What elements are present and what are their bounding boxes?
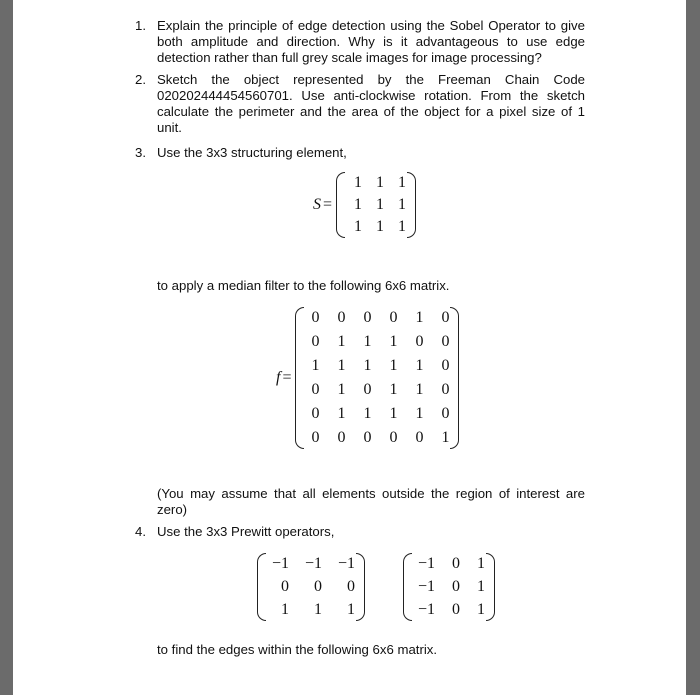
matrix-cell: 1 <box>398 218 407 235</box>
matrix-grid <box>257 553 365 621</box>
matrix-cell: 0 <box>452 601 460 618</box>
matrix-cell: 1 <box>398 196 407 213</box>
matrix-cell: 0 <box>452 578 460 595</box>
matrix-cell: 0 <box>389 309 398 326</box>
question-3 <box>135 145 585 161</box>
matrix-cell: 1 <box>354 196 363 213</box>
question-4 <box>135 524 585 540</box>
matrix-cell: 1 <box>337 357 346 374</box>
matrix-grid <box>403 553 495 621</box>
matrix-cell: 0 <box>347 578 355 595</box>
matrix-cell: 1 <box>415 405 424 422</box>
prewitt-gx-matrix <box>257 553 365 621</box>
matrix-cell: 0 <box>363 381 372 398</box>
matrix-cell: 1 <box>415 381 424 398</box>
matrix-cell: 1 <box>363 357 372 374</box>
matrix-cell: 1 <box>376 196 385 213</box>
matrix-cell: 0 <box>337 429 346 446</box>
matrix-cell: 0 <box>311 405 320 422</box>
structuring-element-matrix <box>313 172 416 238</box>
matrix-cell: 1 <box>477 578 485 595</box>
matrix-cell: 1 <box>376 174 385 191</box>
matrix-cell: 0 <box>415 333 424 350</box>
matrix-label: S <box>313 196 321 213</box>
matrix-cell: 0 <box>311 429 320 446</box>
matrix-cell: 1 <box>389 333 398 350</box>
matrix-cell: −1 <box>271 555 289 572</box>
question-number: 3. <box>135 145 146 160</box>
matrix-cell: 1 <box>363 333 372 350</box>
matrix-cell: 1 <box>314 601 322 618</box>
matrix-cell: 0 <box>311 309 320 326</box>
left-margin-bar <box>0 0 13 695</box>
matrix-cell: 1 <box>337 333 346 350</box>
question-number: 1. <box>135 18 146 33</box>
matrix-cell: 0 <box>363 429 372 446</box>
matrix-cell: 0 <box>314 578 322 595</box>
matrix-cell: 0 <box>311 333 320 350</box>
matrix-cell: 0 <box>337 309 346 326</box>
assumption-note: (You may assume that all elements outside the region of interest are zero) <box>157 486 585 517</box>
matrix-cell: 0 <box>441 381 450 398</box>
equals-sign: = <box>323 196 333 213</box>
matrix-cell: 1 <box>363 405 372 422</box>
question-number: 2. <box>135 72 146 87</box>
question-number: 4. <box>135 524 146 539</box>
matrix-cell: 1 <box>389 381 398 398</box>
matrix-cell: −1 <box>417 601 435 618</box>
matrix-cell: 0 <box>415 429 424 446</box>
matrix-cell: 1 <box>347 601 355 618</box>
f-matrix <box>276 307 459 449</box>
matrix-cell: −1 <box>417 578 435 595</box>
matrix-cell: 1 <box>389 405 398 422</box>
matrix-cell: 0 <box>441 357 450 374</box>
matrix-grid <box>295 307 459 449</box>
question-2 <box>135 72 585 136</box>
matrix-label: f <box>276 369 281 386</box>
matrix-cell: −1 <box>304 555 322 572</box>
matrix-cell: 0 <box>363 309 372 326</box>
matrix-cell: 0 <box>441 333 450 350</box>
matrix-cell: −1 <box>417 555 435 572</box>
matrix-grid <box>336 172 416 238</box>
matrix-cell: 1 <box>281 601 289 618</box>
question-text: Use the 3x3 Prewitt operators, <box>157 524 335 539</box>
matrix-cell: 1 <box>354 174 363 191</box>
matrix-cell: 1 <box>398 174 407 191</box>
matrix-cell: 1 <box>376 218 385 235</box>
matrix-cell: −1 <box>337 555 355 572</box>
matrix-cell: 1 <box>477 601 485 618</box>
median-filter-instruction: to apply a median filter to the following 6x6 matrix. <box>157 278 450 293</box>
right-margin-bar <box>686 0 700 695</box>
equals-sign: = <box>282 369 292 386</box>
matrix-cell: 1 <box>337 381 346 398</box>
matrix-cell: 0 <box>311 381 320 398</box>
question-1 <box>135 18 585 66</box>
question-text: Explain the principle of edge detection using the Sobel Operator to give both amplitude and direction. Why is it advantageous to use edge detection rather than full grey scale images for image processing? <box>157 18 585 65</box>
question-text: Use the 3x3 structuring element, <box>157 145 347 160</box>
matrix-cell: 1 <box>389 357 398 374</box>
matrix-cell: 1 <box>415 357 424 374</box>
matrix-cell: 1 <box>311 357 320 374</box>
matrix-cell: 0 <box>389 429 398 446</box>
matrix-cell: 1 <box>354 218 363 235</box>
matrix-cell: 1 <box>441 429 450 446</box>
matrix-cell: 1 <box>337 405 346 422</box>
matrix-cell: 0 <box>452 555 460 572</box>
matrix-cell: 1 <box>477 555 485 572</box>
question-text: Sketch the object represented by the Freeman Chain Code 020202444454560701. Use anti-clockwise rotation. From the sketch calculate the perimeter and the area of the object for a pixel size of 1 unit. <box>157 72 585 135</box>
matrix-cell: 0 <box>441 309 450 326</box>
matrix-cell: 0 <box>441 405 450 422</box>
prewitt-gy-matrix <box>403 553 495 621</box>
edges-instruction: to find the edges within the following 6x6 matrix. <box>157 642 438 657</box>
matrix-cell: 0 <box>281 578 289 595</box>
matrix-cell: 1 <box>415 309 424 326</box>
